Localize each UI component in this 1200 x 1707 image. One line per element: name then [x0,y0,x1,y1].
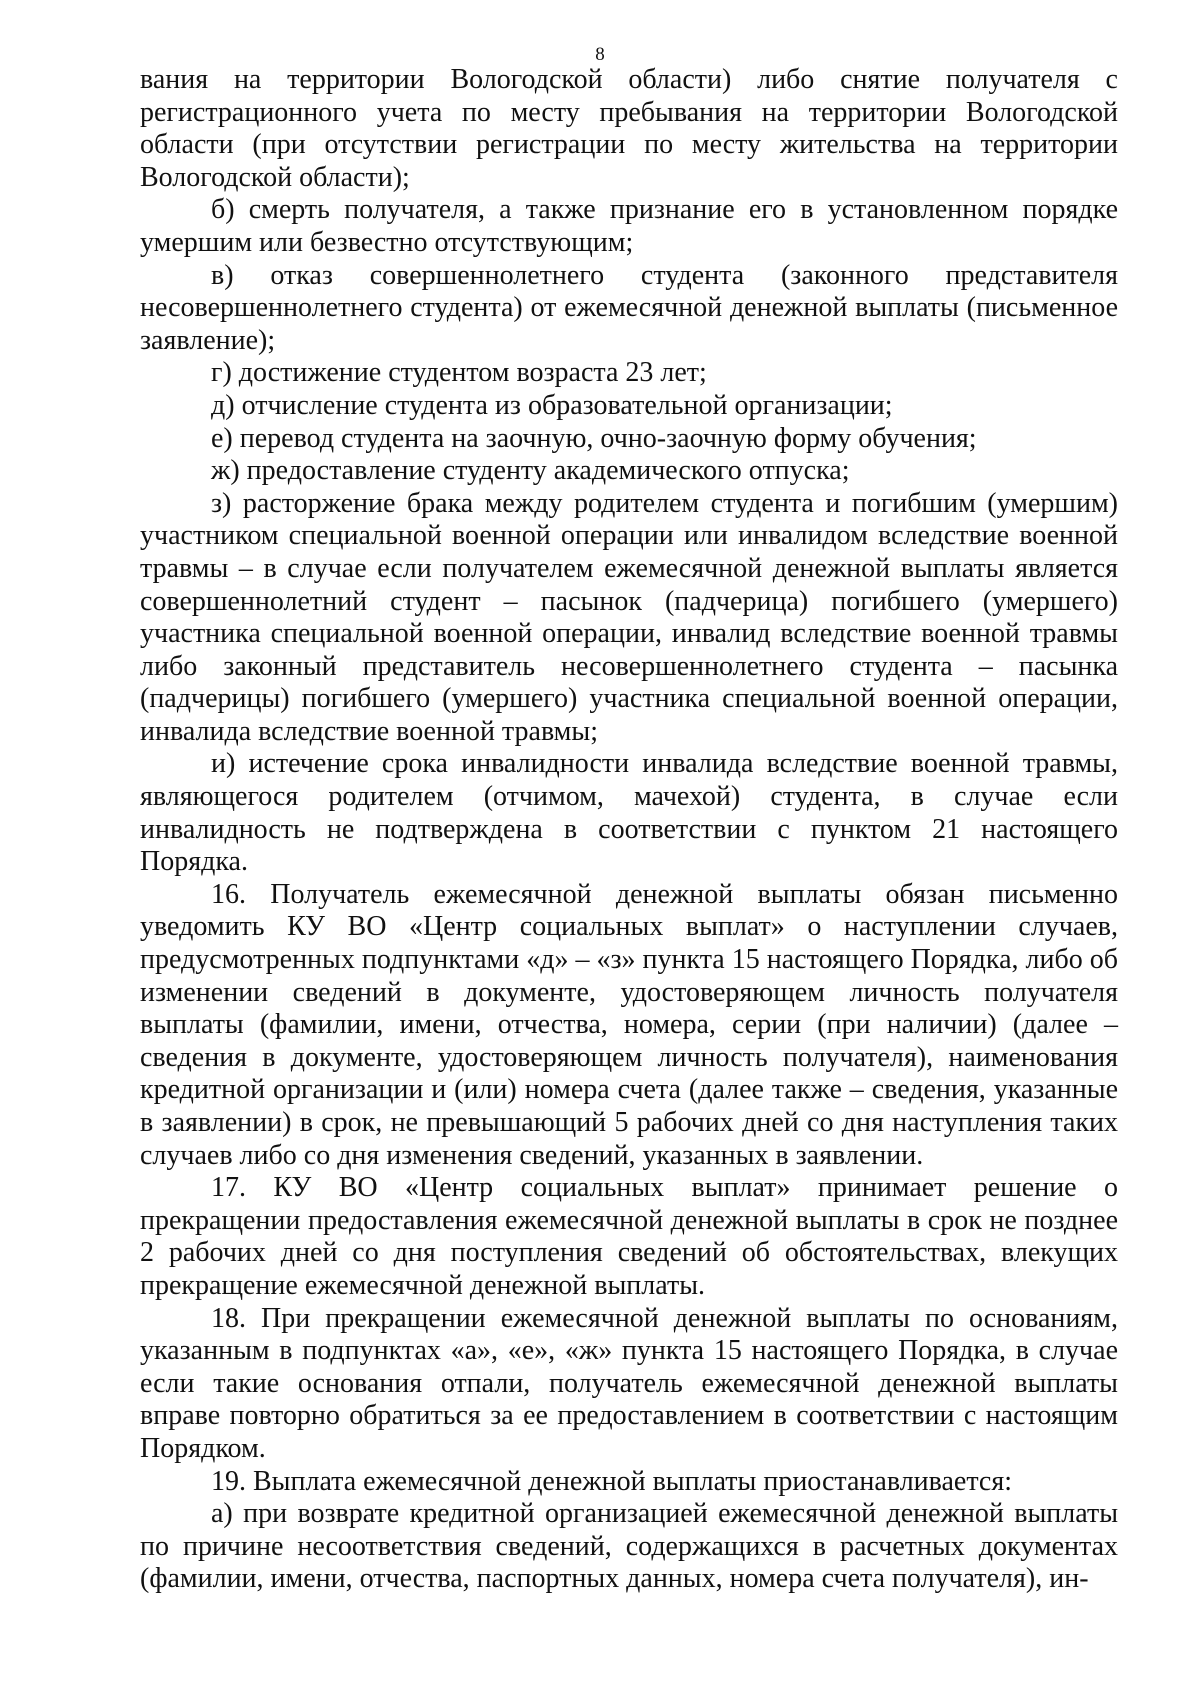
paragraph-subitem-e: е) перевод студента на заочную, очно-заочную форму обучения; [211,422,977,454]
paragraph-subitem-v: в) отказ совершеннолетнего студента (законного представителя несовершеннолетнего студента) от ежемесячной денежной выплаты (письменное заявление); [140,259,1118,356]
paragraph-clause-18: 18. При прекращении ежемесячной денежной выплаты по основаниям, указанным в подпунктах «а», «е», «ж» пункта 15 настоящего Порядка, в случае если такие основания отпали, получатель ежемесячной денежной выплаты вправе повторно обратиться за ее предоставлением в соответствии с настоящим Порядком. [140,1302,1118,1464]
paragraph-subitem-i: и) истечение срока инвалидности инвалида вследствие военной травмы, являющегося родителем (отчимом, мачехой) студента, в случае если инвалидность не подтверждена в соответствии с пунктом 21 настоящего Порядка. [140,748,1118,878]
paragraph-subitem-b: б) смерть получателя, а также признание его в установленном порядке умершим или безвестно отсутствующим; [140,194,1118,258]
paragraph-clause-19-subitem-a: а) при возврате кредитной организацией ежемесячной денежной выплаты по причине несоответствия сведений, содержащихся в расчетных документах (фамилии, имени, отчества, паспортных данных, номера счета получателя), ин- [140,1498,1118,1595]
document-body [140,64,1118,1596]
paragraph-subitem-zh: ж) предоставление студенту академического отпуска; [211,455,850,487]
paragraph-subitem-z: з) расторжение брака между родителем студента и погибшим (умершим) участником специальной военной операции или инвалидом вследствие военной травмы – в случае если получателем ежемесячной денежной выплаты является совершеннолетний студент – пасынок (падчерица) погибшего (умершего) участника специальной военной операции, инвалид вследствие военной травмы либо законный представитель несовершеннолетнего студента – пасынка (падчерицы) погибшего (умершего) участника специальной военной операции, инвалида вследствие военной травмы; [140,487,1118,747]
paragraph-clause-16: 16. Получатель ежемесячной денежной выплаты обязан письменно уведомить КУ ВО «Центр социальных выплат» о наступлении случаев, предусмотренных подпунктами «д» – «з» пункта 15 настоящего Порядка, либо об изменении сведений в документе, удостоверяющем личность получателя выплаты (фамилии, имени, отчества, номера, серии (при наличии) (далее – сведения в документе, удостоверяющем личность получателя), наименования кредитной организации и (или) номера счета (далее также – сведения, указанные в заявлении) в срок, не превышающий 5 рабочих дней со дня наступления таких случаев либо со дня изменения сведений, указанных в заявлении. [140,878,1118,1171]
paragraph-clause-19: 19. Выплата ежемесячной денежной выплаты приостанавливается: [211,1465,1013,1497]
page-number: 8 [595,44,605,65]
paragraph-subitem-g: г) достижение студентом возраста 23 лет; [211,357,707,389]
paragraph-continuation: вания на территории Вологодской области) либо снятие получателя с регистрационного учета по месту пребывания на территории Вологодской области (при отсутствии регистрации по месту жительства на территории Вологодской области); [140,64,1118,193]
paragraph-subitem-d: д) отчисление студента из образовательной организации; [211,389,893,421]
paragraph-clause-17: 17. КУ ВО «Центр социальных выплат» принимает решение о прекращении предоставления ежемесячной денежной выплаты в срок не позднее 2 рабочих дней со дня поступления сведений об обстоятельствах, влекущих прекращение ежемесячной денежной выплаты. [140,1172,1118,1301]
